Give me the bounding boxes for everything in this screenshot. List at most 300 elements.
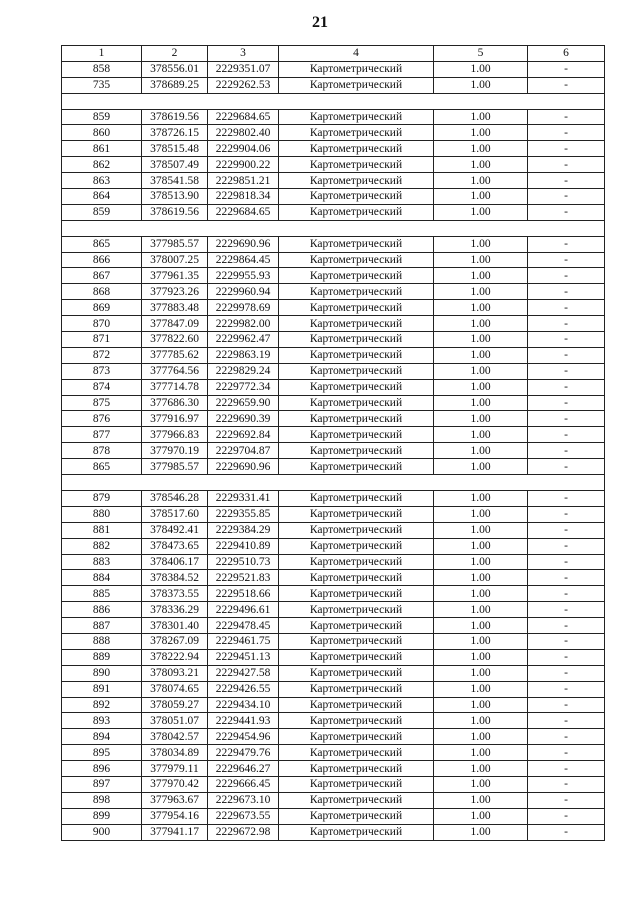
table-cell: 888: [62, 633, 142, 649]
table-cell: 884: [62, 570, 142, 586]
table-cell: 889: [62, 649, 142, 665]
table-cell: 1.00: [434, 411, 528, 427]
table-cell: 869: [62, 300, 142, 316]
table-row: [62, 808, 605, 824]
table-cell: 1.00: [434, 554, 528, 570]
table-row: [62, 157, 605, 173]
table-cell: 2229410.89: [208, 538, 279, 554]
table-cell: -: [528, 204, 605, 220]
table-cell: 378515.48: [142, 141, 208, 157]
table-cell: Картометрический: [279, 125, 434, 141]
table-cell: -: [528, 522, 605, 538]
table-cell: 2229829.24: [208, 363, 279, 379]
table-row: [62, 713, 605, 729]
table-cell: Картометрический: [279, 618, 434, 634]
table-cell: 1.00: [434, 665, 528, 681]
table-cell: -: [528, 236, 605, 252]
table-cell: Картометрический: [279, 824, 434, 840]
table-cell: 378042.57: [142, 729, 208, 745]
table-cell: 1.00: [434, 713, 528, 729]
table-cell: 861: [62, 141, 142, 157]
table-cell: 867: [62, 268, 142, 284]
table-cell: 2229692.84: [208, 427, 279, 443]
table-cell: -: [528, 490, 605, 506]
table-cell: 2229802.40: [208, 125, 279, 141]
table-cell: 1.00: [434, 490, 528, 506]
table-cell: 874: [62, 379, 142, 395]
table-cell: -: [528, 77, 605, 93]
table-cell: Картометрический: [279, 363, 434, 379]
table-cell: -: [528, 395, 605, 411]
table-cell: -: [528, 189, 605, 205]
table-row: [62, 347, 605, 363]
table-cell: -: [528, 713, 605, 729]
table-cell: Картометрический: [279, 252, 434, 268]
table-cell: 863: [62, 173, 142, 189]
table-cell: 378034.89: [142, 745, 208, 761]
table-cell: 1.00: [434, 633, 528, 649]
table-row: [62, 379, 605, 395]
table-cell: Картометрический: [279, 141, 434, 157]
table-cell: 2229690.39: [208, 411, 279, 427]
table-cell: Картометрический: [279, 697, 434, 713]
table-cell: 2229978.69: [208, 300, 279, 316]
table-row: [62, 665, 605, 681]
table-cell: 378093.21: [142, 665, 208, 681]
table-cell: 895: [62, 745, 142, 761]
table-cell: 1.00: [434, 268, 528, 284]
table-cell: Картометрический: [279, 570, 434, 586]
column-header: 1: [62, 46, 142, 62]
table-cell: -: [528, 268, 605, 284]
table-row: [62, 602, 605, 618]
table-cell: Картометрический: [279, 173, 434, 189]
table-cell: 1.00: [434, 697, 528, 713]
table-cell: 1.00: [434, 284, 528, 300]
table-cell: 881: [62, 522, 142, 538]
table-cell: Картометрический: [279, 332, 434, 348]
table-cell: 1.00: [434, 125, 528, 141]
table-cell: Картометрический: [279, 761, 434, 777]
table-cell: 891: [62, 681, 142, 697]
table-cell: 377979.11: [142, 761, 208, 777]
table-cell: 377714.78: [142, 379, 208, 395]
table-row: [62, 570, 605, 586]
table-cell: -: [528, 157, 605, 173]
table-cell: 858: [62, 61, 142, 77]
table-cell: Картометрический: [279, 522, 434, 538]
table-cell: 1.00: [434, 602, 528, 618]
table-row: [62, 443, 605, 459]
table-row: [62, 506, 605, 522]
table-cell: 378301.40: [142, 618, 208, 634]
column-header: 2: [142, 46, 208, 62]
table-cell: 1.00: [434, 745, 528, 761]
table-cell: 377985.57: [142, 459, 208, 475]
table-cell: 880: [62, 506, 142, 522]
table-cell: -: [528, 252, 605, 268]
table-cell: -: [528, 538, 605, 554]
table-row: [62, 697, 605, 713]
table-row: [62, 363, 605, 379]
table-cell: -: [528, 300, 605, 316]
table-row: [62, 236, 605, 252]
table-cell: Картометрический: [279, 554, 434, 570]
table-cell: -: [528, 379, 605, 395]
table-cell: Картометрический: [279, 379, 434, 395]
table-cell: 2229434.10: [208, 697, 279, 713]
table-cell: Картометрический: [279, 411, 434, 427]
table-cell: -: [528, 776, 605, 792]
table-row: [62, 141, 605, 157]
table-separator-row: [62, 220, 605, 236]
table-cell: 1.00: [434, 252, 528, 268]
table-cell: Картометрический: [279, 347, 434, 363]
table-cell: 378074.65: [142, 681, 208, 697]
table-cell: -: [528, 316, 605, 332]
table-cell: 1.00: [434, 792, 528, 808]
table-cell: Картометрический: [279, 745, 434, 761]
table-cell: -: [528, 363, 605, 379]
table-row: [62, 618, 605, 634]
table-cell: 377916.97: [142, 411, 208, 427]
table-cell: -: [528, 570, 605, 586]
table-cell: -: [528, 506, 605, 522]
table-cell: 2229646.27: [208, 761, 279, 777]
table-cell: 897: [62, 776, 142, 792]
table-cell: 378556.01: [142, 61, 208, 77]
table-row: [62, 459, 605, 475]
table-cell: 860: [62, 125, 142, 141]
table-cell: 899: [62, 808, 142, 824]
table-cell: -: [528, 459, 605, 475]
column-header: 5: [434, 46, 528, 62]
table-cell: 378619.56: [142, 109, 208, 125]
table-row: [62, 824, 605, 840]
table-row: [62, 776, 605, 792]
table-cell: 2229451.13: [208, 649, 279, 665]
table-cell: -: [528, 697, 605, 713]
table-cell: 378267.09: [142, 633, 208, 649]
table-cell: 377785.62: [142, 347, 208, 363]
table-cell: 2229962.47: [208, 332, 279, 348]
table-cell: Картометрический: [279, 490, 434, 506]
table-cell: -: [528, 602, 605, 618]
table-cell: 2229355.85: [208, 506, 279, 522]
table-row: [62, 427, 605, 443]
table-cell: Картометрический: [279, 157, 434, 173]
table-cell: 892: [62, 697, 142, 713]
table-cell: Картометрический: [279, 77, 434, 93]
table-cell: -: [528, 411, 605, 427]
table-cell: Картометрический: [279, 681, 434, 697]
table-cell: 1.00: [434, 189, 528, 205]
table-cell: 873: [62, 363, 142, 379]
table-cell: 2229426.55: [208, 681, 279, 697]
table-row: [62, 554, 605, 570]
table-cell: -: [528, 665, 605, 681]
table-cell: 877: [62, 427, 142, 443]
table-cell: 1.00: [434, 141, 528, 157]
table-cell: Картометрический: [279, 427, 434, 443]
table-cell: 1.00: [434, 506, 528, 522]
table-cell: -: [528, 332, 605, 348]
table-cell: 886: [62, 602, 142, 618]
table-cell: 2229673.10: [208, 792, 279, 808]
table-row: [62, 586, 605, 602]
table-cell: 896: [62, 761, 142, 777]
table-row: [62, 204, 605, 220]
table-cell: 876: [62, 411, 142, 427]
table-cell: Картометрический: [279, 729, 434, 745]
table-cell: 2229496.61: [208, 602, 279, 618]
table-cell: 378059.27: [142, 697, 208, 713]
table-cell: 2229666.45: [208, 776, 279, 792]
table-cell: 378517.60: [142, 506, 208, 522]
table-cell: 2229331.41: [208, 490, 279, 506]
table-cell: 378373.55: [142, 586, 208, 602]
table-cell: 2229659.90: [208, 395, 279, 411]
table-cell: 2229479.76: [208, 745, 279, 761]
table-cell: 2229478.45: [208, 618, 279, 634]
table-cell: Картометрический: [279, 602, 434, 618]
table-cell: 378384.52: [142, 570, 208, 586]
separator-cell: [62, 93, 605, 109]
table-cell: 882: [62, 538, 142, 554]
table-cell: Картометрический: [279, 776, 434, 792]
table-cell: 377961.35: [142, 268, 208, 284]
table-separator-row: [62, 93, 605, 109]
table-cell: Картометрический: [279, 61, 434, 77]
table-cell: 377847.09: [142, 316, 208, 332]
table-row: [62, 189, 605, 205]
table-cell: 1.00: [434, 761, 528, 777]
table-cell: -: [528, 808, 605, 824]
table-cell: 2229441.93: [208, 713, 279, 729]
separator-cell: [62, 475, 605, 491]
table-cell: 2229900.22: [208, 157, 279, 173]
table-cell: 1.00: [434, 316, 528, 332]
table-cell: Картометрический: [279, 713, 434, 729]
table-cell: 2229690.96: [208, 236, 279, 252]
table-cell: 1.00: [434, 379, 528, 395]
table-row: [62, 649, 605, 665]
table-cell: Картометрический: [279, 506, 434, 522]
table-cell: 1.00: [434, 776, 528, 792]
table-cell: 1.00: [434, 395, 528, 411]
table-row: [62, 77, 605, 93]
table-cell: 2229262.53: [208, 77, 279, 93]
table-cell: 879: [62, 490, 142, 506]
table-cell: 893: [62, 713, 142, 729]
table-cell: 898: [62, 792, 142, 808]
table-cell: 377941.17: [142, 824, 208, 840]
table-cell: 890: [62, 665, 142, 681]
table-cell: 377923.26: [142, 284, 208, 300]
table-row: [62, 268, 605, 284]
table-cell: 2229510.73: [208, 554, 279, 570]
table-cell: 865: [62, 236, 142, 252]
table-row: [62, 490, 605, 506]
table-row: [62, 761, 605, 777]
table-cell: 864: [62, 189, 142, 205]
table-cell: -: [528, 618, 605, 634]
table-cell: 2229684.65: [208, 109, 279, 125]
table-row: [62, 61, 605, 77]
table-cell: 378507.49: [142, 157, 208, 173]
table-cell: 2229454.96: [208, 729, 279, 745]
table-cell: 377985.57: [142, 236, 208, 252]
table-cell: Картометрический: [279, 443, 434, 459]
table-cell: -: [528, 443, 605, 459]
table-cell: 894: [62, 729, 142, 745]
table-cell: 1.00: [434, 522, 528, 538]
table-row: [62, 538, 605, 554]
table-row: [62, 300, 605, 316]
table-cell: 872: [62, 347, 142, 363]
table-cell: -: [528, 649, 605, 665]
table-header-row: [62, 46, 605, 62]
table-cell: 377883.48: [142, 300, 208, 316]
table-cell: 377970.19: [142, 443, 208, 459]
coordinates-table: [61, 45, 605, 841]
table-cell: 1.00: [434, 808, 528, 824]
table-cell: 377954.16: [142, 808, 208, 824]
table-cell: 2229864.45: [208, 252, 279, 268]
table-row: [62, 792, 605, 808]
table-cell: 2229772.34: [208, 379, 279, 395]
table-cell: 1.00: [434, 443, 528, 459]
table-cell: -: [528, 554, 605, 570]
table-cell: -: [528, 141, 605, 157]
table-row: [62, 173, 605, 189]
table-separator-row: [62, 475, 605, 491]
table-cell: Картометрический: [279, 189, 434, 205]
table-cell: -: [528, 792, 605, 808]
table-row: [62, 125, 605, 141]
table-row: [62, 681, 605, 697]
table-cell: 378513.90: [142, 189, 208, 205]
table-cell: 1.00: [434, 586, 528, 602]
table-cell: 870: [62, 316, 142, 332]
table-cell: Картометрический: [279, 284, 434, 300]
table-cell: 377963.67: [142, 792, 208, 808]
table-cell: -: [528, 586, 605, 602]
table-cell: -: [528, 109, 605, 125]
table-cell: Картометрический: [279, 808, 434, 824]
table-cell: 1.00: [434, 681, 528, 697]
table-cell: 866: [62, 252, 142, 268]
table-cell: 2229384.29: [208, 522, 279, 538]
table-cell: 378406.17: [142, 554, 208, 570]
table-cell: Картометрический: [279, 300, 434, 316]
table-cell: 2229673.55: [208, 808, 279, 824]
table-cell: Картометрический: [279, 665, 434, 681]
table-cell: 377686.30: [142, 395, 208, 411]
table-row: [62, 284, 605, 300]
table-cell: 2229818.34: [208, 189, 279, 205]
table-cell: 1.00: [434, 618, 528, 634]
table-cell: Картометрический: [279, 459, 434, 475]
table-cell: 377764.56: [142, 363, 208, 379]
table-cell: 1.00: [434, 427, 528, 443]
table-cell: 885: [62, 586, 142, 602]
table-cell: -: [528, 761, 605, 777]
table-cell: 2229518.66: [208, 586, 279, 602]
table-cell: 377970.42: [142, 776, 208, 792]
table-cell: 2229982.00: [208, 316, 279, 332]
table-cell: -: [528, 61, 605, 77]
table-cell: 2229461.75: [208, 633, 279, 649]
table-cell: 378492.41: [142, 522, 208, 538]
table-cell: 875: [62, 395, 142, 411]
table-row: [62, 411, 605, 427]
table-cell: Картометрический: [279, 395, 434, 411]
table-cell: 2229684.65: [208, 204, 279, 220]
table-body: [62, 61, 605, 840]
table-cell: 2229904.06: [208, 141, 279, 157]
table-cell: 900: [62, 824, 142, 840]
table-cell: 2229690.96: [208, 459, 279, 475]
table-cell: 859: [62, 109, 142, 125]
table-cell: 868: [62, 284, 142, 300]
table-cell: 859: [62, 204, 142, 220]
table-cell: 378473.65: [142, 538, 208, 554]
table-cell: 1.00: [434, 363, 528, 379]
table-row: [62, 729, 605, 745]
table-row: [62, 522, 605, 538]
table-cell: 1.00: [434, 459, 528, 475]
table-cell: 1.00: [434, 729, 528, 745]
table-cell: 2229851.21: [208, 173, 279, 189]
table-cell: Картометрический: [279, 586, 434, 602]
table-cell: -: [528, 824, 605, 840]
table-cell: 378689.25: [142, 77, 208, 93]
table-cell: Картометрический: [279, 109, 434, 125]
table-cell: -: [528, 347, 605, 363]
table-cell: -: [528, 125, 605, 141]
table-cell: 1.00: [434, 824, 528, 840]
column-header: 3: [208, 46, 279, 62]
table-row: [62, 252, 605, 268]
table-cell: 378007.25: [142, 252, 208, 268]
table-cell: Картометрический: [279, 633, 434, 649]
table-cell: 1.00: [434, 347, 528, 363]
column-header: 6: [528, 46, 605, 62]
table-cell: 1.00: [434, 173, 528, 189]
table-row: [62, 316, 605, 332]
table-cell: 377822.60: [142, 332, 208, 348]
table-cell: -: [528, 173, 605, 189]
table-cell: 1.00: [434, 649, 528, 665]
table-cell: 2229955.93: [208, 268, 279, 284]
table-cell: 878: [62, 443, 142, 459]
table-cell: 1.00: [434, 61, 528, 77]
table-cell: 378726.15: [142, 125, 208, 141]
table-cell: Картометрический: [279, 236, 434, 252]
page-number: 21: [312, 14, 328, 31]
table-cell: 2229704.87: [208, 443, 279, 459]
table-cell: 378541.58: [142, 173, 208, 189]
table-cell: Картометрический: [279, 268, 434, 284]
table-row: [62, 633, 605, 649]
table-row: [62, 332, 605, 348]
table-cell: 2229960.94: [208, 284, 279, 300]
column-header: 4: [279, 46, 434, 62]
table-cell: 1.00: [434, 300, 528, 316]
table-cell: 2229863.19: [208, 347, 279, 363]
table-cell: 865: [62, 459, 142, 475]
